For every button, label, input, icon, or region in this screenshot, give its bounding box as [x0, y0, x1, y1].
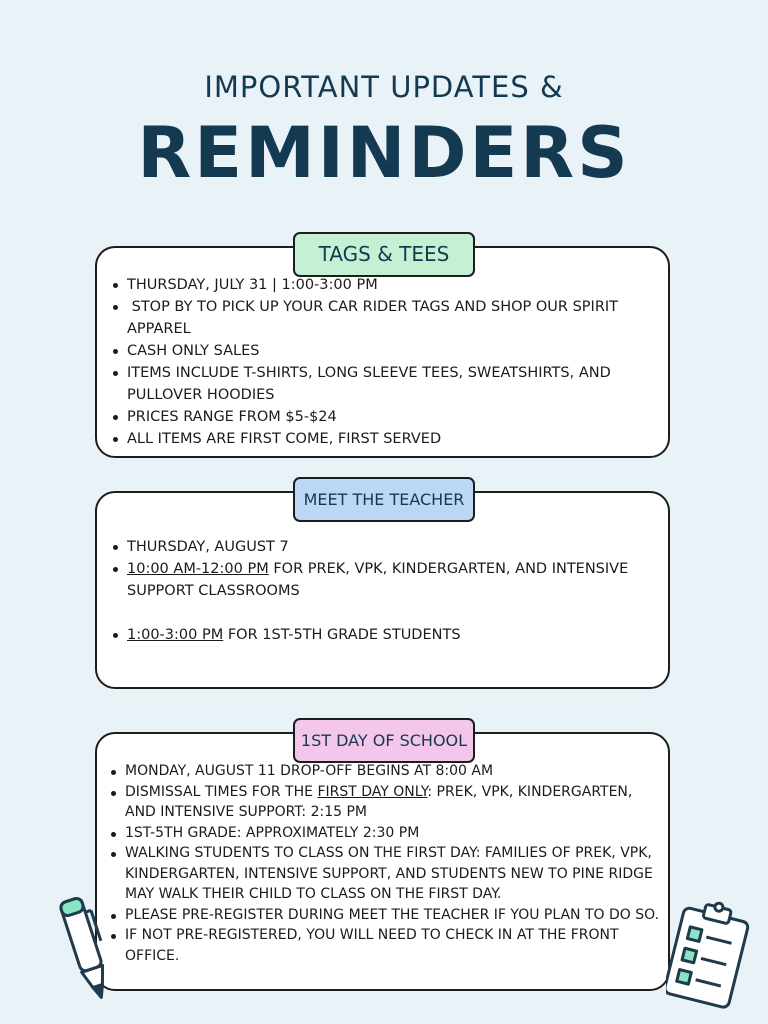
list-item: 1ST-5TH GRADE: APPROXIMATELY 2:30 PM — [109, 823, 665, 844]
time-range: 10:00 AM-12:00 PM — [127, 561, 269, 577]
list-item: PRICES RANGE FROM $5-$24 — [111, 406, 646, 428]
list-item-text: FOR 1ST-5TH GRADE STUDENTS — [223, 627, 461, 643]
tags-tees-heading: TAGS & TEES — [293, 232, 475, 277]
list-item — [111, 558, 646, 602]
list-item: ITEMS INCLUDE T-SHIRTS, LONG SLEEVE TEES, SWEATSHIRTS, AND PULLOVER HOODIES — [111, 362, 646, 406]
list-item — [111, 296, 646, 340]
list-item: IF NOT PRE-REGISTERED, YOU WILL NEED TO CHECK IN AT THE FRONT OFFICE. — [109, 925, 665, 966]
list-item-text: STOP BY TO PICK UP YOUR CAR RIDER TAGS AND SHOP OUR SPIRIT APPAREL — [127, 299, 619, 337]
page-subtitle: IMPORTANT UPDATES & — [204, 70, 564, 104]
time-range: 1:00-3:00 PM — [127, 627, 224, 643]
tags-tees-list — [111, 274, 646, 450]
first-day-heading: 1ST DAY OF SCHOOL — [293, 718, 475, 763]
list-item: PLEASE PRE-REGISTER DURING MEET THE TEACHER IF YOU PLAN TO DO SO. — [109, 905, 665, 926]
first-day-only-text: FIRST DAY ONLY — [317, 783, 428, 800]
list-spacer — [111, 602, 646, 624]
list-item: THURSDAY, AUGUST 7 — [111, 536, 646, 558]
list-item-text: DISMISSAL TIMES FOR THE — [125, 783, 318, 800]
list-item-text: FOR PREK, VPK, KINDERGARTEN, AND INTENSIVE SUPPORT CLASSROOMS — [127, 561, 629, 599]
list-item — [111, 624, 646, 646]
list-item: CASH ONLY SALES — [111, 340, 646, 362]
first-day-card — [95, 732, 670, 991]
list-item: WALKING STUDENTS TO CLASS ON THE FIRST DAY: FAMILIES OF PREK, VPK, KINDERGARTEN, INTENSIVE SUPPORT, AND STUDENTS NEW TO PINE RIDGE MAY WALK THEIR CHILD TO CLASS ON THE FIRST DAY. — [109, 843, 665, 905]
first-day-list — [109, 761, 665, 966]
clipboard-checklist-icon — [666, 900, 750, 1010]
list-item: ALL ITEMS ARE FIRST COME, FIRST SERVED — [111, 428, 646, 450]
pen-icon — [50, 890, 120, 1005]
meet-teacher-list — [111, 536, 646, 646]
tags-tees-card — [95, 246, 670, 458]
list-item: THURSDAY, JULY 31 | 1:00-3:00 PM — [111, 274, 646, 296]
list-item: MONDAY, AUGUST 11 DROP-OFF BEGINS AT 8:00 AM — [109, 761, 665, 782]
list-item — [109, 782, 665, 823]
page-title: REMINDERS — [137, 112, 631, 194]
list-item-text: : PREK, VPK, KINDERGARTEN, AND INTENSIVE SUPPORT: 2:15 PM — [125, 783, 633, 820]
meet-teacher-heading: MEET THE TEACHER — [293, 477, 475, 522]
